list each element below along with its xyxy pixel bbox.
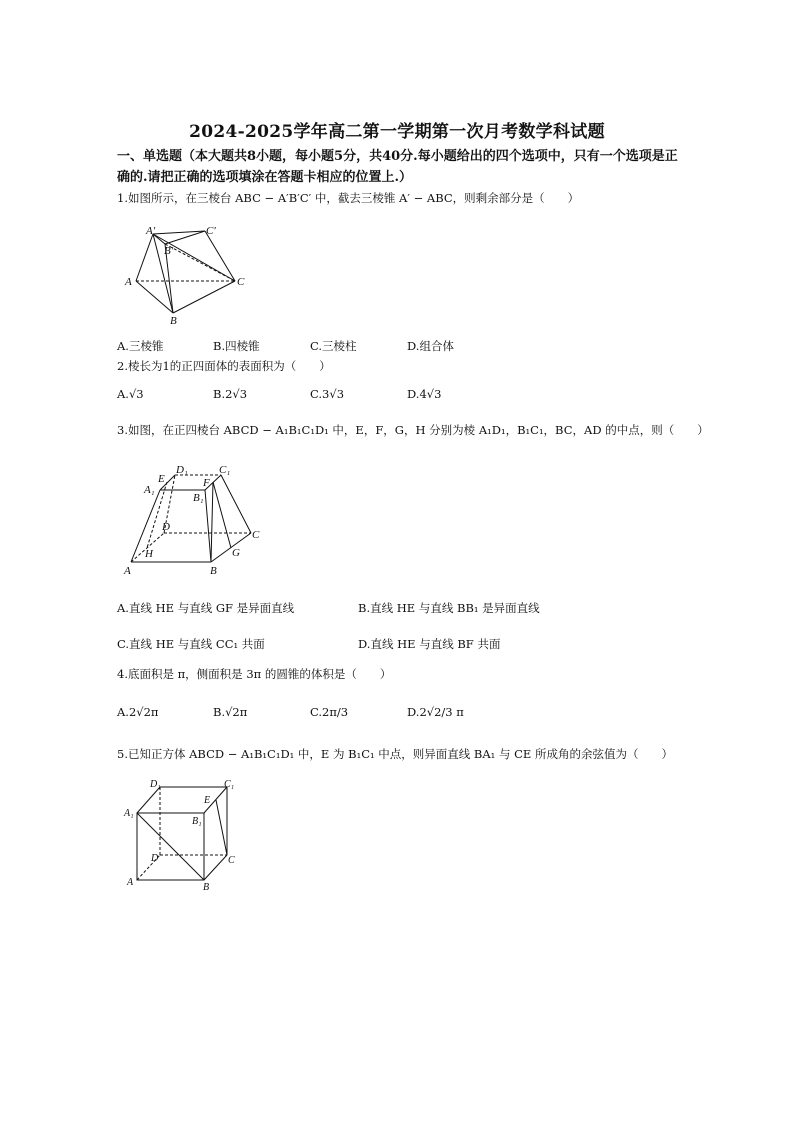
question-2-stem: 2.棱长为1的正四面体的表面积为（ ） <box>117 359 331 373</box>
fig5-label-c: C <box>228 855 235 866</box>
fig3-label-c: C <box>252 529 260 541</box>
fig5-label-a1: A₁ <box>124 808 134 819</box>
fig3-label-d: D <box>162 521 170 533</box>
question-3-option-a: A.直线 HE 与直线 GF 是异面直线 <box>117 601 295 615</box>
question-1-option-d: D.组合体 <box>407 339 454 353</box>
question-1-option-b: B.四棱锥 <box>213 339 260 353</box>
question-3-option-c: C.直线 HE 与直线 CC₁ 共面 <box>117 637 265 651</box>
fig5-label-b: B <box>203 882 210 890</box>
question-4-option-c: C.2π/3 <box>310 705 349 719</box>
question-1-stem: 1.如图所示，在三棱台 ABC − A′B′C′ 中，截去三棱锥 A′ − ABC，则剩余部分是（ ） <box>117 191 580 205</box>
fig1-label-a-prime: A′ <box>146 225 156 237</box>
fig3-label-a: A <box>124 565 131 577</box>
question-3-option-d: D.直线 HE 与直线 BF 共面 <box>358 637 501 651</box>
question-1-option-a: A.三棱锥 <box>117 339 164 353</box>
question-1-option-c: C.三棱柱 <box>310 339 357 353</box>
fig1-label-b: B <box>170 315 177 327</box>
question-4-option-a: A.2√2π <box>117 705 159 719</box>
fig3-label-b1: B₁ <box>193 492 204 504</box>
fig3-label-h: H <box>145 548 153 560</box>
question-5-figure <box>120 775 250 890</box>
fig3-label-b: B <box>210 565 217 577</box>
fig3-label-a1: A₁ <box>144 484 155 496</box>
question-3-option-b: B.直线 HE 与直线 BB₁ 是异面直线 <box>358 601 540 615</box>
fig1-label-c-prime: C′ <box>206 225 216 237</box>
question-4-option-d: D.2√2/3 π <box>407 705 464 719</box>
fig5-label-e: E <box>204 795 211 806</box>
fig1-label-b-prime: B′ <box>164 245 174 257</box>
question-3-figure <box>118 460 268 580</box>
fig1-label-a: A <box>125 276 132 288</box>
section-heading: 一、单选题（本大题共8小题，每小题5分，共40分.每小题给出的四个选项中，只有一个选项是正确的.请把正确的选项填涂在答题卡相应的位置上.） <box>117 149 678 185</box>
fig5-label-d: D <box>151 853 159 864</box>
fig5-label-d1: D₁ <box>150 779 161 790</box>
fig3-label-e: E <box>158 473 165 485</box>
question-3-stem: 3.如图，在正四棱台 ABCD − A₁B₁C₁D₁ 中，E，F，G，H 分别为棱 A₁D₁，B₁C₁，BC，AD 的中点，则（ ） <box>117 423 709 437</box>
fig3-label-c1: C₁ <box>219 464 231 476</box>
question-2-option-d: D.4√3 <box>407 387 442 401</box>
question-4-stem: 4.底面积是 π，侧面积是 3π 的圆锥的体积是（ ） <box>117 667 392 681</box>
fig5-label-a: A <box>127 877 134 888</box>
question-1-figure <box>120 222 260 328</box>
question-2-option-c: C.3√3 <box>310 387 345 401</box>
fig3-label-d1: D₁ <box>176 464 188 476</box>
fig1-label-c: C <box>237 276 245 288</box>
fig5-label-c1: C₁ <box>224 779 235 790</box>
question-5-stem: 5.已知正方体 ABCD − A₁B₁C₁D₁ 中，E 为 B₁C₁ 中点，则异面直线 BA₁ 与 CE 所成角的余弦值为（ ） <box>117 747 673 761</box>
question-2-option-a: A.√3 <box>117 387 144 401</box>
question-4-option-b: B.√2π <box>213 705 248 719</box>
fig5-label-b1: B₁ <box>192 816 202 827</box>
page-title: 2024-2025学年高二第一学期第一次月考数学科试题 <box>189 122 605 142</box>
question-2-option-b: B.2√3 <box>213 387 248 401</box>
fig3-label-f: F <box>203 477 210 489</box>
fig3-label-g: G <box>232 547 240 559</box>
